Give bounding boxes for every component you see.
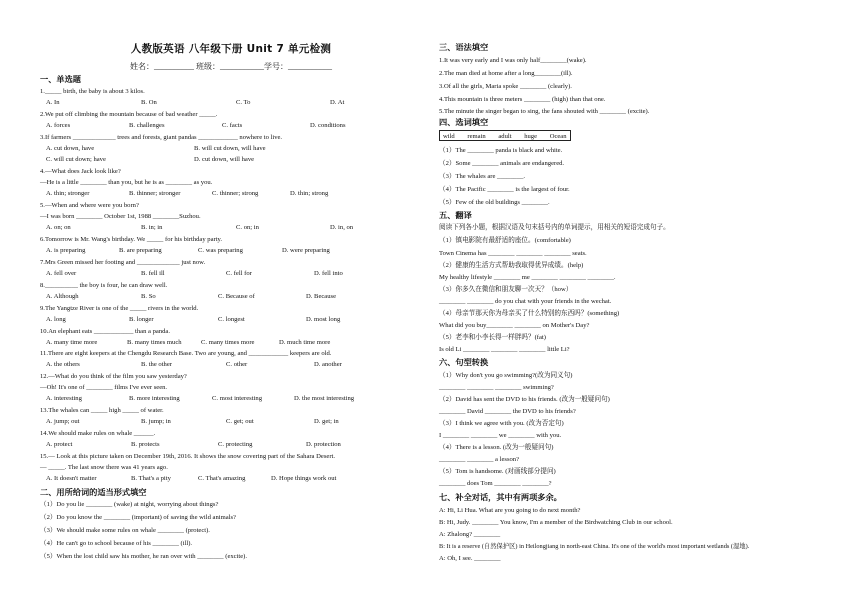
option-9c: C. longest bbox=[218, 316, 245, 323]
dialogue-line-4: B: It is a reserve (自然保护区) in Heilongjiang in north-east China. It's one of the world's most important wetlands (湿地). bbox=[439, 543, 750, 550]
option-15b: B. That's a pity bbox=[131, 475, 171, 482]
option-4d: D. thin; strong bbox=[290, 190, 329, 197]
word-form-item-1: （1）Do you lie ________ (wake) at night, worrying about things? bbox=[40, 501, 219, 508]
question-5: 5.—When and where were you born? bbox=[40, 202, 139, 209]
question-2: 2.We put off climbing the mountain because of bad weather _____. bbox=[40, 111, 218, 118]
option-9a: A. long bbox=[46, 316, 66, 323]
word-bank-item: remain bbox=[467, 133, 486, 140]
option-11c: C. other bbox=[226, 361, 248, 368]
transform-line-10: ________ does Tom ________ ________? bbox=[439, 480, 552, 487]
option-14b: B. protects bbox=[131, 441, 160, 448]
option-4c: C. thinner; strong bbox=[212, 190, 259, 197]
option-7b: B. fell ill bbox=[141, 270, 165, 277]
translation-line-1: （1）镇电影院有最舒适的座位。(comfortable) bbox=[439, 237, 571, 244]
question-12-line2: —Oh! It's one of ________ films I've ever seen. bbox=[40, 384, 168, 391]
option-10c: C. many times more bbox=[201, 339, 255, 346]
section-heading-single-choice: 一、单选题 bbox=[40, 74, 81, 84]
option-14a: A. protect bbox=[46, 441, 73, 448]
option-3c: C. will cut down; have bbox=[46, 156, 106, 163]
question-15: 15.— Look at this picture taken on December 19th, 2016. It shows the snow covering part of the Sahara Desert. bbox=[40, 453, 335, 460]
option-13a: A. jump; out bbox=[46, 418, 80, 425]
question-13: 13.The whales can _____ high _____ of water. bbox=[40, 407, 164, 414]
option-11a: A. the others bbox=[46, 361, 80, 368]
option-1d: D. At bbox=[330, 99, 345, 106]
question-9: 9.The Yangtze River is one of the _____ rivers in the world. bbox=[40, 305, 199, 312]
option-6c: C. was preparing bbox=[198, 247, 243, 254]
grammar-item-3: 3.Of all the girls, Maria spoke ________ (clearly). bbox=[439, 83, 572, 90]
word-form-item-5: （5）When the lost child saw his mother, he ran over with ________ (excite). bbox=[40, 553, 248, 560]
word-bank-item: adult bbox=[498, 133, 512, 140]
option-15a: A. It doesn't matter bbox=[46, 475, 97, 482]
transform-line-6: I ________ ________ we ________ with you. bbox=[439, 432, 562, 439]
transform-line-3: （2）David has sent the DVD to his friends. (改为一般疑问句) bbox=[439, 396, 610, 403]
option-5b: B. in; in bbox=[141, 224, 163, 231]
word-choice-item-5: （5）Few of the old buildings ________. bbox=[439, 199, 550, 206]
question-6: 6.Tomorrow is Mr. Wang's birthday. We _____ for his birthday party. bbox=[40, 236, 223, 243]
option-5d: D. in, on bbox=[330, 224, 354, 231]
page-title: 人教版英语 八年级下册 Unit 7 单元检测 bbox=[130, 43, 332, 55]
translation-line-10: Is old Li ________ ________ ________ little Li? bbox=[439, 346, 570, 353]
option-12b: B. more interesting bbox=[129, 395, 180, 402]
word-form-item-4: （4）He can't go to school because of his ________ (ill). bbox=[40, 540, 193, 547]
option-12a: A. interesting bbox=[46, 395, 82, 402]
option-12d: D. the most interesting bbox=[294, 395, 355, 402]
question-10: 10.An elephant eats ____________ than a panda. bbox=[40, 328, 171, 335]
option-8b: B. So bbox=[141, 293, 156, 300]
option-11d: D. another bbox=[314, 361, 342, 368]
word-bank-item: Ocean bbox=[549, 133, 567, 140]
grammar-item-5: 5.The minute the singer began to sing, the fans shouted with ________ (excite). bbox=[439, 108, 650, 115]
option-1c: C. To bbox=[236, 99, 251, 106]
word-choice-item-4: （4）The Pacific ________ is the largest of four. bbox=[439, 186, 570, 193]
option-14d: D. protection bbox=[306, 441, 341, 448]
option-6b: B. are preparing bbox=[119, 247, 162, 254]
question-14: 14.We should make rules on whale ______. bbox=[40, 430, 156, 437]
option-7c: C. fell for bbox=[226, 270, 252, 277]
option-3d: D. cut down, will have bbox=[194, 156, 255, 163]
transform-line-7: （4）There is a lesson. (改为一般疑问句) bbox=[439, 444, 554, 451]
dialogue-line-3: A: Zhalong? ________ bbox=[439, 531, 501, 538]
transform-line-1: （1）Why don't you go swimming?(改为同义句) bbox=[439, 372, 573, 379]
dialogue-line-1: A: Hi, Li Hua. What are you going to do next month? bbox=[439, 507, 581, 514]
option-10a: A. many time more bbox=[46, 339, 98, 346]
option-2b: B. challenges bbox=[129, 122, 165, 129]
question-4: 4.—What does Jack look like? bbox=[40, 168, 121, 175]
option-2a: A. forces bbox=[46, 122, 71, 129]
question-8: 8.__________ the boy is four, he can draw well. bbox=[40, 282, 168, 289]
section-heading-dialogue: 七、补全对话，其中有两项多余。 bbox=[439, 492, 562, 502]
word-form-item-2: （2）Do you know the ________ (important) of saving the wild animals? bbox=[40, 514, 236, 521]
option-12c: C. most interesting bbox=[212, 395, 263, 402]
option-15c: C. That's amazing bbox=[198, 475, 246, 482]
option-13d: D. get; in bbox=[314, 418, 339, 425]
dialogue-line-5: A: Oh, I see. ________ bbox=[439, 555, 501, 562]
option-1a: A. In bbox=[46, 99, 60, 106]
option-1b: B. On bbox=[141, 99, 157, 106]
word-choice-item-3: （3）The whales are ________. bbox=[439, 173, 526, 180]
word-bank-item: wild bbox=[443, 133, 455, 140]
translation-line-3: （2）健康的生活方式帮助我取得优异成绩。(help) bbox=[439, 262, 584, 269]
question-11: 11.There are eight keepers at the Chengdu Research Base. Two are young, and ____________ keepers are old. bbox=[40, 350, 332, 357]
dialogue-line-2: B: Hi, Judy. ________ You know, I'm a member of the Birdwatching Club in our school. bbox=[439, 519, 673, 526]
translation-intro: 阅读下列各小题，根据汉语及句末括号内的单词提示，用相关的短语完成句子。 bbox=[439, 224, 670, 231]
word-choice-item-1: （1）The ________ panda is black and white. bbox=[439, 147, 563, 154]
option-7a: A. fell over bbox=[46, 270, 77, 277]
question-5-line2: —I was born ________ October 1st, 1988 ________Suzhou. bbox=[40, 213, 201, 220]
translation-line-4: My healthy lifestyle ________ me ________ ________ ________. bbox=[439, 274, 616, 281]
option-11b: B. the other bbox=[141, 361, 172, 368]
option-9d: D. most long bbox=[306, 316, 341, 323]
option-6d: D. were preparing bbox=[282, 247, 330, 254]
option-5c: C. on; in bbox=[236, 224, 259, 231]
translation-line-5: （3）你多久在微信和朋友聊一次天？（how） bbox=[439, 286, 573, 293]
grammar-item-2: 2.The man died at home after a long________(ill). bbox=[439, 70, 573, 77]
transform-line-2: ________ ________ ________ swimming? bbox=[439, 384, 554, 391]
question-7: 7.Mrs Green missed her footing and _____________ just now. bbox=[40, 259, 206, 266]
section-heading-translation: 五、翻译 bbox=[439, 210, 472, 220]
transform-line-8: ________ ________ a lesson? bbox=[439, 456, 520, 463]
option-15d: D. Hope things work out bbox=[271, 475, 337, 482]
section-heading-word-choice: 四、选词填空 bbox=[439, 117, 489, 127]
option-9b: B. longer bbox=[129, 316, 154, 323]
option-10b: B. many times much bbox=[127, 339, 182, 346]
grammar-item-4: 4.This mountain is three meters ________ (high) than that one. bbox=[439, 96, 606, 103]
section-heading-word-forms: 二、用所给词的适当形式填空 bbox=[40, 487, 147, 497]
translation-line-2: Town Cinema has ________ ________ ________ seats. bbox=[439, 250, 587, 257]
option-7d: D. fell into bbox=[314, 270, 343, 277]
option-6a: A. is preparing bbox=[46, 247, 86, 254]
option-8a: A. Although bbox=[46, 293, 79, 300]
question-4-line2: —He is a little ________ than you, but he is as ________ as you. bbox=[40, 179, 213, 186]
option-8c: C. Because of bbox=[218, 293, 255, 300]
option-4b: B. thinner; stronger bbox=[129, 190, 181, 197]
option-10d: D. much time more bbox=[279, 339, 331, 346]
translation-line-7: （4）母亲节那天你为母亲买了什么特别的东西吗？(something) bbox=[439, 310, 620, 317]
question-1: 1._____ birth, the baby is about 3 kilos. bbox=[40, 88, 145, 95]
question-3: 3.If farmers _____________ trees and forests, giant pandas ____________ nowhere to live. bbox=[40, 134, 283, 141]
question-12: 12.—What do you think of the film you saw yesterday? bbox=[40, 373, 187, 380]
option-5a: A. on; on bbox=[46, 224, 71, 231]
section-heading-grammar-fill: 三、语法填空 bbox=[439, 42, 489, 52]
option-13b: B. jump; in bbox=[141, 418, 171, 425]
section-heading-sentence-transform: 六、句型转换 bbox=[439, 357, 489, 367]
word-choice-item-2: （2）Some ________ animals are endangered. bbox=[439, 160, 565, 167]
option-3a: A. cut down, have bbox=[46, 145, 95, 152]
option-13c: C. get; out bbox=[226, 418, 254, 425]
option-2d: D. conditions bbox=[310, 122, 346, 129]
question-15-line2: — _____. The last snow there was 41 years ago. bbox=[40, 464, 168, 471]
option-3b: B. will cut down, will have bbox=[194, 145, 266, 152]
transform-line-4: ________ David ________ the DVD to his friends? bbox=[439, 408, 576, 415]
option-14c: C. protecting bbox=[218, 441, 253, 448]
word-bank-box bbox=[439, 130, 571, 141]
translation-line-6: ________ ________ do you chat with your friends in the wechat. bbox=[439, 298, 612, 305]
transform-line-9: （5）Tom is handsome. (对画线部分提问) bbox=[439, 468, 556, 475]
translation-line-8: What did you buy________ ________ on Mother's Day? bbox=[439, 322, 590, 329]
grammar-item-1: 1.It was very early and I was only half________(wake). bbox=[439, 57, 587, 64]
translation-line-9: （5）老李和小李长得一样胖吗？(fat) bbox=[439, 334, 546, 341]
option-4a: A. thin; stronger bbox=[46, 190, 90, 197]
transform-line-5: （3）I think we agree with you. (改为否定句) bbox=[439, 420, 564, 427]
word-bank-item: huge bbox=[524, 133, 538, 140]
option-8d: D. Because bbox=[306, 293, 337, 300]
student-info-line: 姓名：__________ 班级：___________学号：___________ bbox=[130, 62, 332, 71]
word-form-item-3: （3）We should make some rules on whale ________ (protect). bbox=[40, 527, 210, 534]
option-2c: C. facts bbox=[222, 122, 243, 129]
